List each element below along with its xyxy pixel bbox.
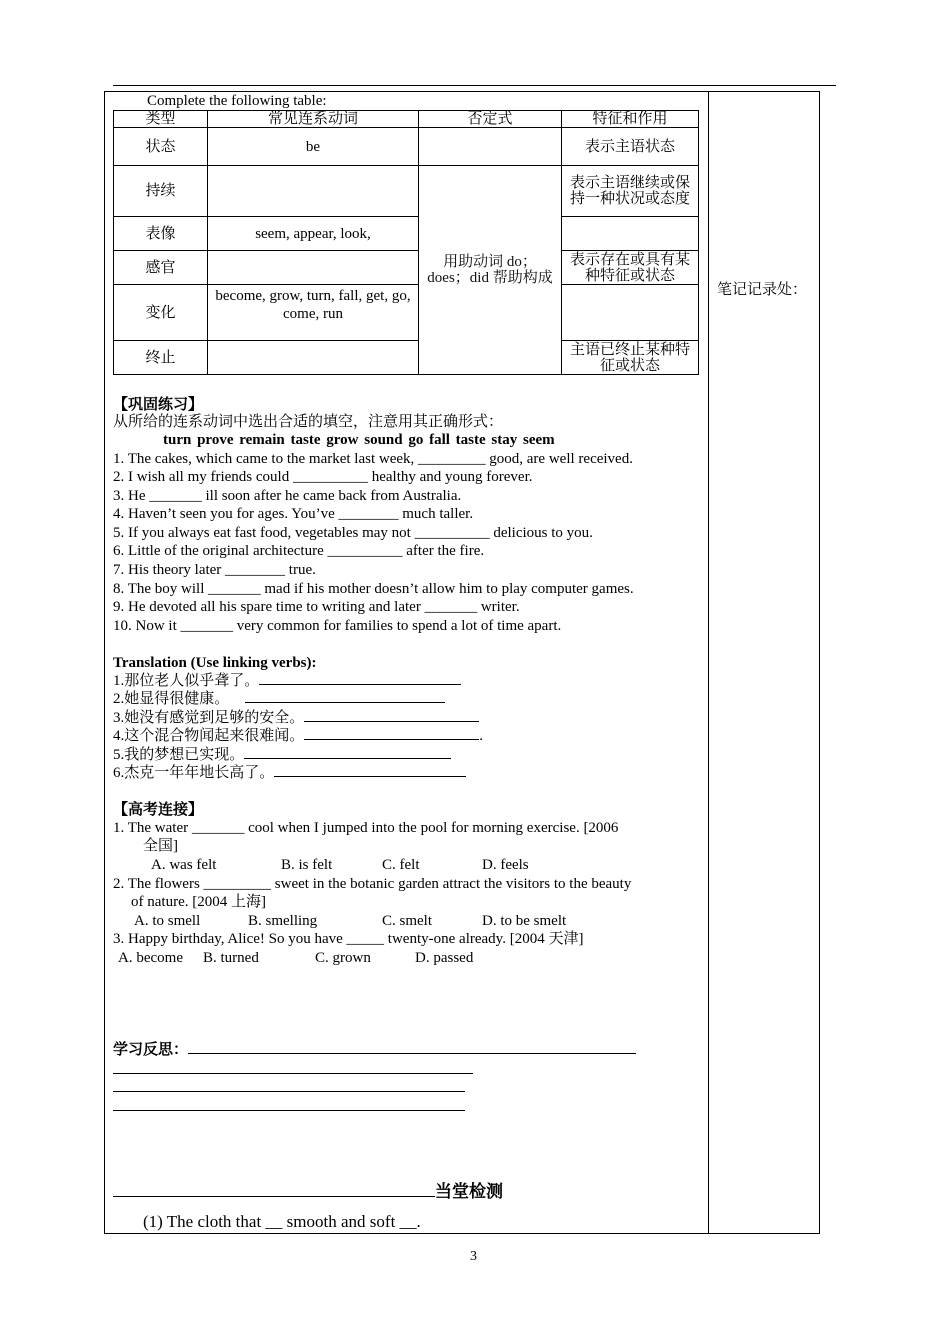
gaokao-question: 全国] [143, 838, 178, 854]
practice-item: 10. Now it _______ very common for families to spend a lot of time apart. [113, 618, 562, 634]
translation-item: 6.杰克一年年地长高了。 [113, 764, 466, 782]
linking-verb-table [113, 110, 699, 375]
row-verbs [208, 166, 419, 217]
row-verbs: seem, appear, look, [208, 217, 419, 251]
word-bank: turn prove remain taste grow sound go fall taste stay seem [163, 432, 555, 448]
practice-item: 1. The cakes, which came to the market last week, _________ good, are well received. [113, 451, 633, 467]
reflection-blank [188, 1053, 636, 1054]
check-title-line [113, 1182, 503, 1202]
gaokao-option: B. turned [203, 950, 259, 966]
gaokao-option: D. feels [482, 857, 529, 873]
header-feature: 特征和作用 [562, 111, 699, 128]
gaokao-question: 2. The flowers _________ sweet in the botanic garden attract the visitors to the beauty [113, 876, 632, 892]
practice-instruction: 从所给的连系动词中选出合适的填空，注意用其正确形式： [113, 414, 504, 430]
table-intro: Complete the following table: [147, 93, 327, 109]
answer-blank [259, 684, 461, 685]
reflection-line [113, 1091, 465, 1092]
gaokao-question: 1. The water _______ cool when I jumped into the pool for morning exercise. [2006 [113, 820, 619, 836]
row-type: 持续 [114, 166, 208, 217]
reflection-line [113, 1073, 473, 1074]
practice-item: 9. He devoted all his spare time to writing and later _______ writer. [113, 599, 520, 615]
gaokao-question: of nature. [2004 上海] [131, 894, 266, 910]
answer-blank [304, 739, 479, 740]
row-type: 感官 [114, 251, 208, 285]
answer-blank [304, 721, 479, 722]
practice-item: 7. His theory later ________ true. [113, 562, 316, 578]
header-verbs: 常见连系动词 [208, 111, 419, 128]
translation-item: 1.那位老人似乎聋了。 [113, 672, 461, 690]
answer-blank [244, 758, 451, 759]
practice-item: 6. Little of the original architecture __________ after the fire. [113, 543, 485, 559]
gaokao-option: B. smelling [248, 913, 318, 929]
row-type: 变化 [114, 285, 208, 341]
header-rule [113, 85, 836, 86]
practice-item: 3. He _______ ill soon after he came back from Australia. [113, 488, 462, 504]
notes-label: 笔记记录处： [717, 282, 808, 298]
row-type: 表像 [114, 217, 208, 251]
row-verbs: be [208, 128, 419, 166]
gaokao-option: C. felt [382, 857, 420, 873]
gaokao-title: 【高考连接】 [113, 802, 204, 818]
practice-title: 【巩固练习】 [113, 397, 204, 413]
row-feature: 表示主语继续或保持一种状况或态度 [562, 166, 699, 217]
row-feature: 表示主语状态 [562, 128, 699, 166]
practice-item: 4. Haven’t seen you for ages. You’ve ________ much taller. [113, 506, 474, 522]
gaokao-option: A. to smell [134, 913, 201, 929]
notes-column [707, 91, 820, 1234]
reflection-label: 学习反思： [113, 1041, 636, 1059]
gaokao-question: 3. Happy birthday, Alice! So you have _____ twenty-one already. [2004 天津] [113, 931, 584, 947]
negation-empty-cell [419, 128, 562, 166]
row-verbs [208, 341, 419, 375]
gaokao-option: A. become [118, 950, 183, 966]
check-title: 当堂检测 [435, 1182, 503, 1201]
page-number: 3 [470, 1249, 477, 1264]
gaokao-option: A. was felt [151, 857, 217, 873]
translation-item: 5.我的梦想已实现。 [113, 746, 451, 764]
row-feature: 表示存在或具有某种特征或状态 [562, 251, 699, 285]
row-feature [562, 217, 699, 251]
translation-item: 4.这个混合物闻起来很难闻。 . [113, 728, 484, 744]
gaokao-option: C. smelt [382, 913, 433, 929]
translation-item: 3.她没有感觉到足够的安全。 [113, 709, 479, 727]
header-negation: 否定式 [419, 111, 562, 128]
practice-item: 5. If you always eat fast food, vegetables may not __________ delicious to you. [113, 525, 593, 541]
negation-cell: 用助动词 do；does；did 帮助构成 [419, 166, 562, 375]
gaokao-option: C. grown [315, 950, 371, 966]
row-feature [562, 285, 699, 341]
header-type: 类型 [114, 111, 208, 128]
row-verbs: become, grow, turn, fall, get, go, come, run [208, 285, 419, 341]
gaokao-option: D. to be smelt [482, 913, 567, 929]
check-question: (1) The cloth that __ smooth and soft __. [143, 1212, 421, 1231]
gaokao-option: D. passed [415, 950, 474, 966]
reflection-line [113, 1110, 465, 1111]
translation-title: Translation (Use linking verbs): [113, 655, 317, 671]
row-type: 终止 [114, 341, 208, 375]
practice-item: 2. I wish all my friends could __________ healthy and young forever. [113, 469, 533, 485]
translation-item: 2.她显得很健康。 [113, 690, 445, 708]
answer-blank [274, 776, 466, 777]
answer-blank [245, 702, 445, 703]
row-verbs [208, 251, 419, 285]
row-type: 状态 [114, 128, 208, 166]
gaokao-option: B. is felt [281, 857, 333, 873]
row-feature: 主语已终止某种特征或状态 [562, 341, 699, 375]
title-underline [113, 1196, 435, 1197]
practice-item: 8. The boy will _______ mad if his mother doesn’t allow him to play computer games. [113, 581, 634, 597]
